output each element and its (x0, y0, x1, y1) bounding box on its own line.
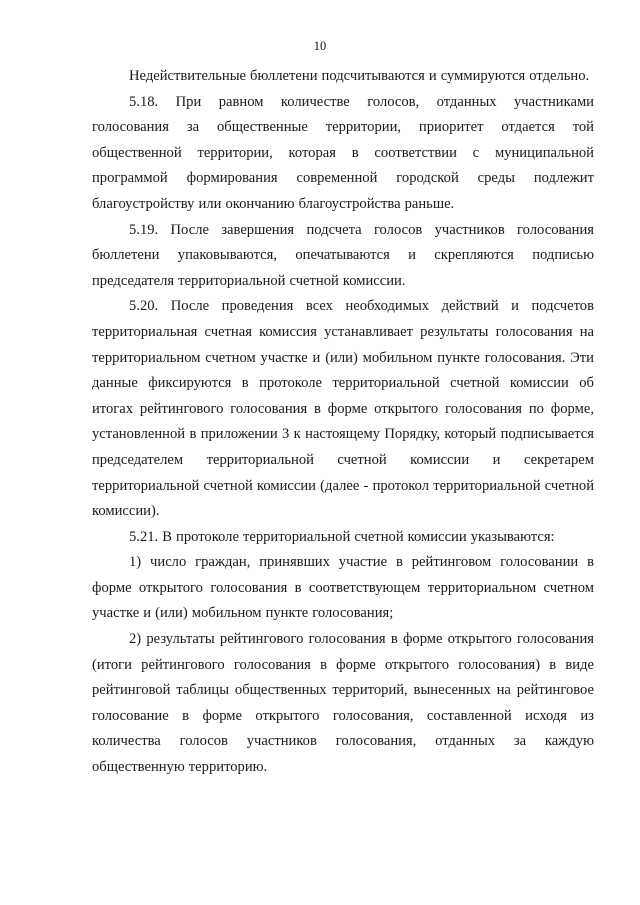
document-body (92, 64, 594, 781)
paragraph-invalid-ballots: Недействительные бюллетени подсчитываются и суммируются отдельно. (129, 68, 590, 84)
paragraph-item-1: 1) число граждан, принявших участие в рейтинговом голосовании в форме открытого голосования в соответствующем территориальном счетном участке и (или) мобильном пункте голосования; (92, 554, 594, 622)
paragraph-item-2: 2) результаты рейтингового голосования в форме открытого голосования (итоги рейтингового голосования в форме открытого голосования) в виде рейтинговой таблицы общественных территорий, вынесенных на рейтинговое голосование в форме открытого голосования, составленной исходя из количества голосов участников голосования, отданных за каждую общественную территорию. (92, 631, 594, 776)
paragraph-5-20: 5.20. После проведения всех необходимых действий и подсчетов территориальная счетная комиссия устанавливает результаты голосования на территориальном счетном участке и (или) мобильном пункте голосования. Эти данные фиксируются в протоколе территориальной счетной комиссии об итогах рейтингового голосования в форме открытого голосования по форме, установленной в приложении 3 к настоящему Порядку, который подписывается председателем территориальной счетной комиссии и секретарем территориальной счетной комиссии (далее - протокол территориальной счетной комиссии). (92, 298, 594, 520)
page-number: 10 (313, 39, 327, 53)
paragraph-5-21: 5.21. В протоколе территориальной счетной комиссии указываются: (129, 528, 555, 545)
paragraph-5-18: 5.18. При равном количестве голосов, отданных участниками голосования за общественные территории, приоритет отдается той общественной территории, которая в соответствии с муниципальной программой формирования современной городской среды подлежит благоустройству или окончанию благоустройства раньше. (92, 93, 594, 212)
paragraph-5-19: 5.19. После завершения подсчета голосов участников голосования бюллетени упаковываются, опечатываются и скрепляются подписью председателя территориальной счетной комиссии. (92, 221, 594, 289)
